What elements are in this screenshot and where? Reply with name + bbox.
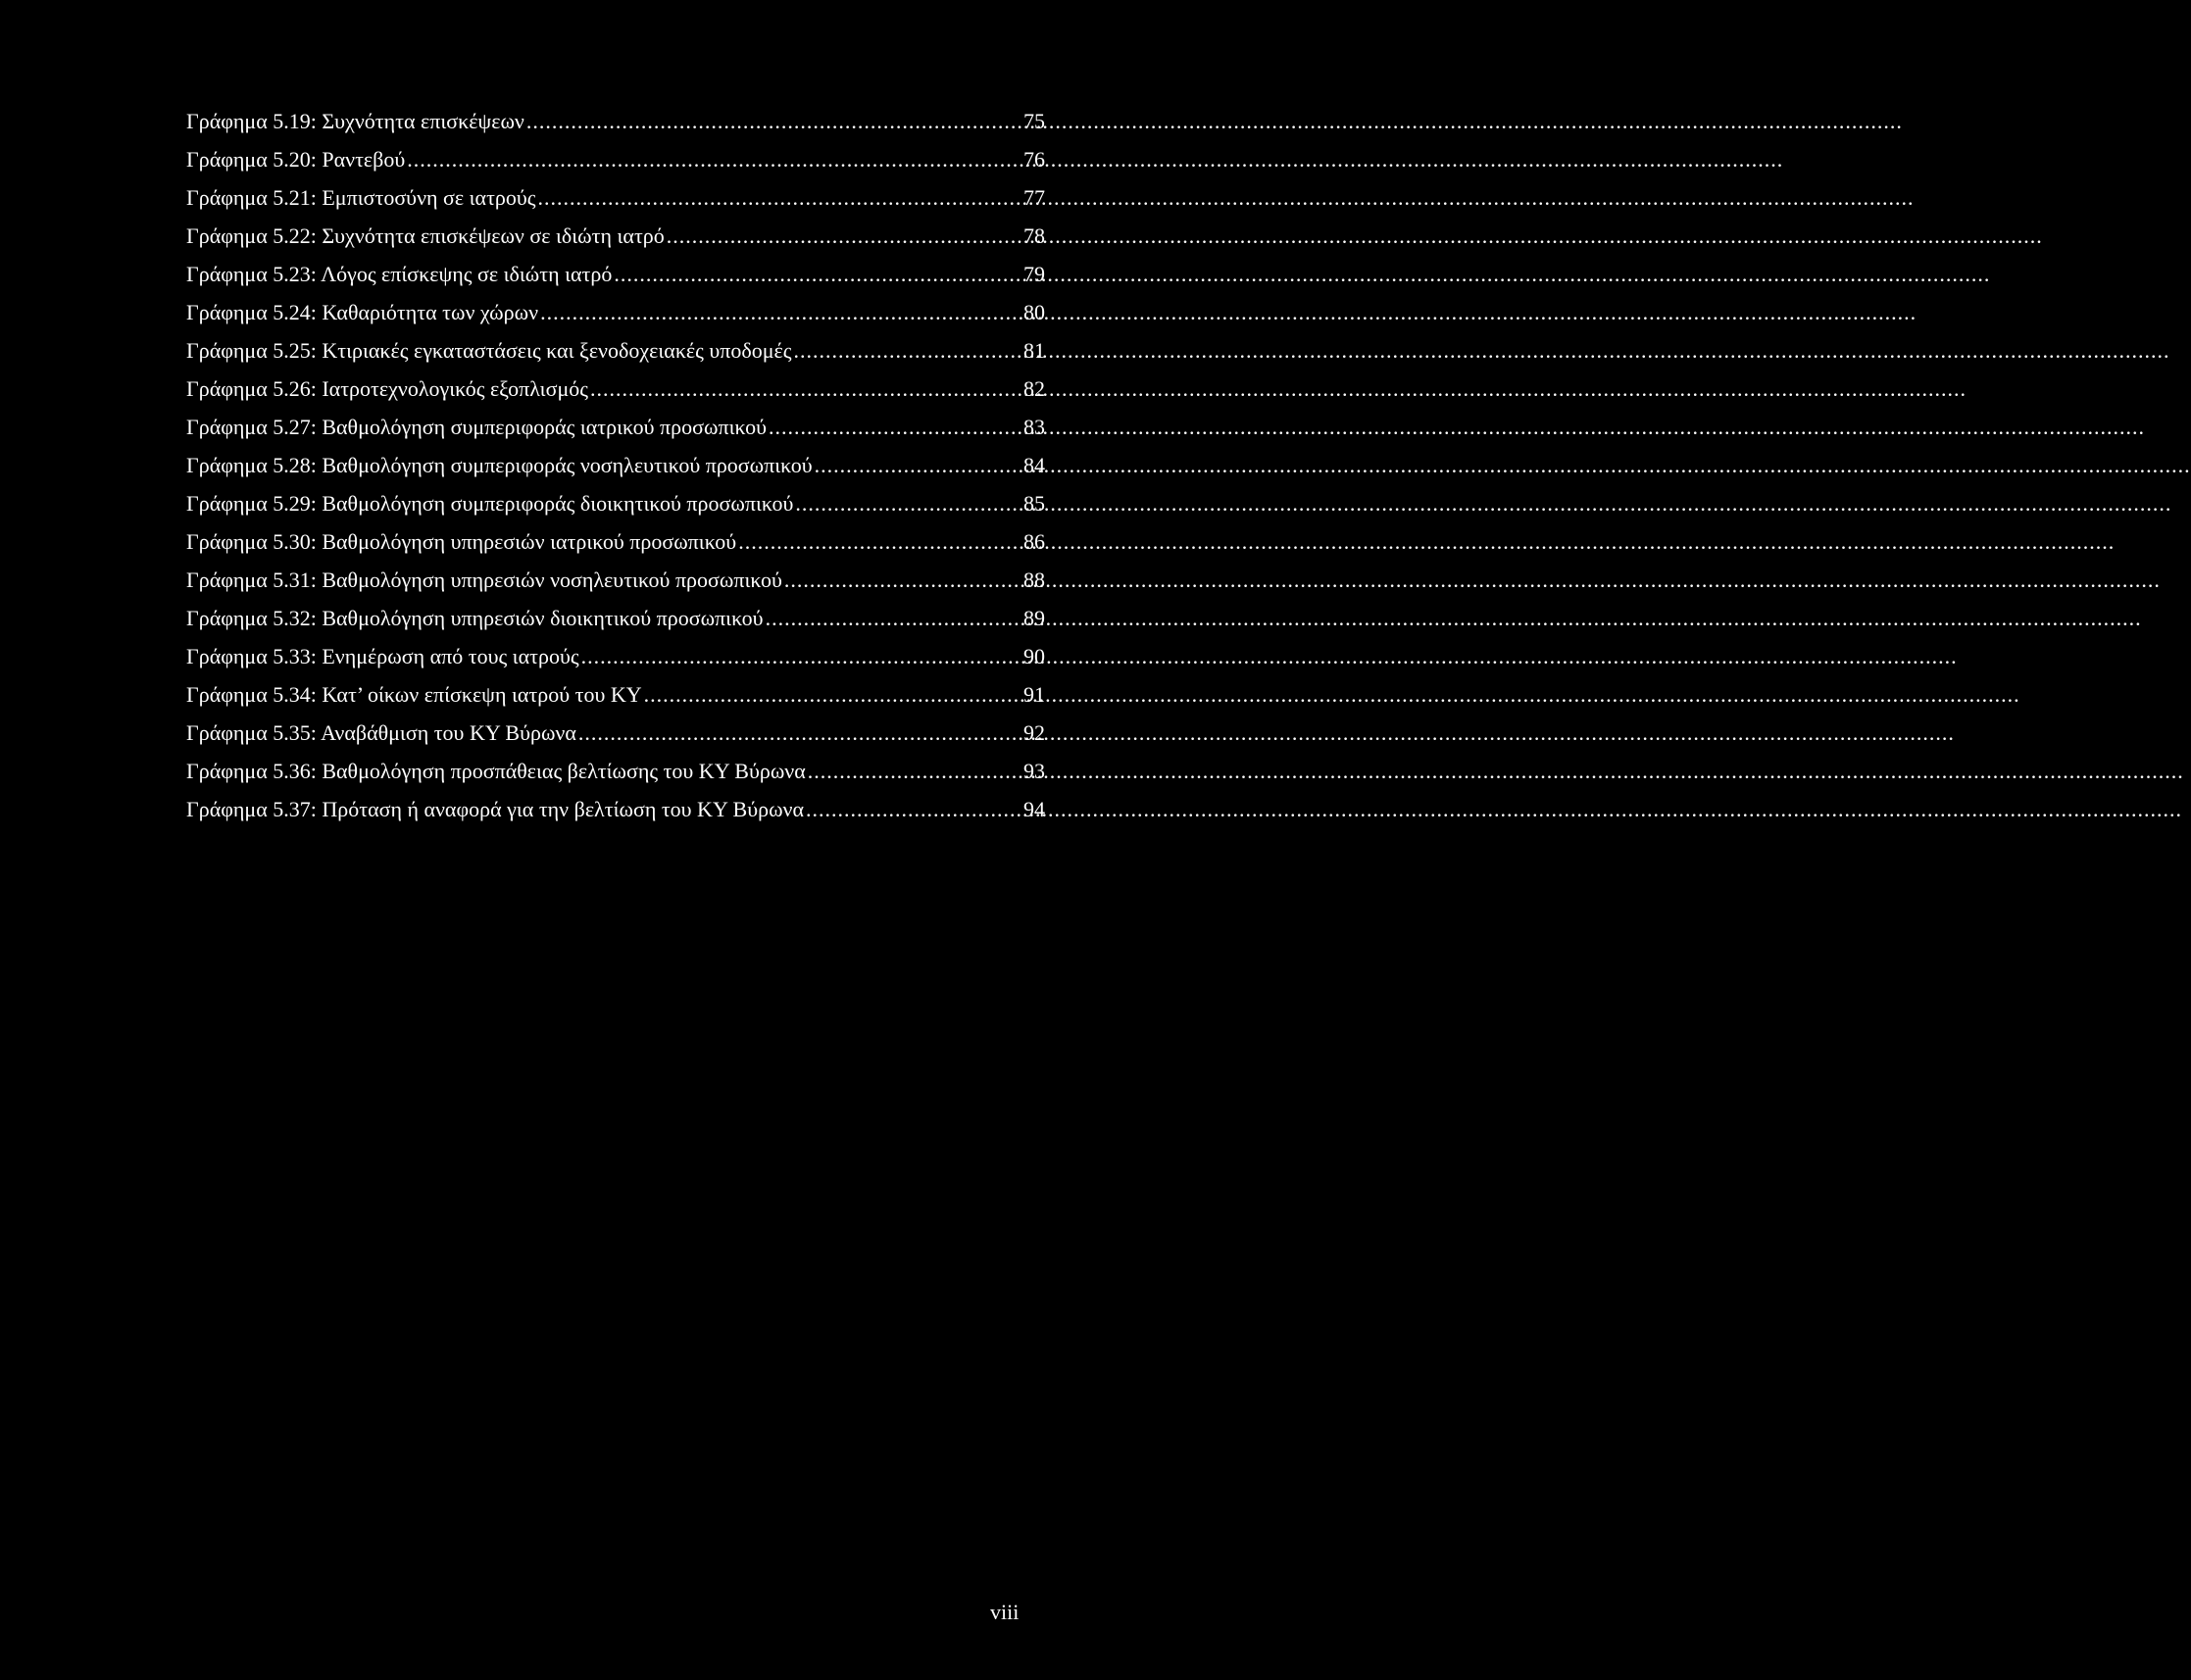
toc-entry-page: 80 — [1023, 300, 1045, 324]
toc-entry[interactable] — [186, 675, 1045, 714]
dot-leader — [815, 446, 1021, 484]
toc-entry[interactable] — [186, 293, 1045, 331]
dot-leader — [793, 331, 1021, 370]
toc-entry-page: 93 — [1023, 759, 1045, 783]
toc-entry[interactable] — [186, 561, 1045, 599]
toc-entry-label: Γράφημα 5.36: Βαθμολόγηση προσπάθειας βελτίωσης του ΚΥ Βύρωνα — [186, 759, 806, 783]
dot-leader — [766, 599, 1021, 637]
toc-entry-label: Γράφημα 5.19: Συχνότητα επισκέψεων — [186, 109, 524, 133]
dot-leader — [526, 102, 1021, 140]
dot-leader — [407, 140, 1021, 178]
toc-entry[interactable] — [186, 178, 1045, 217]
toc-entry-page: 83 — [1023, 415, 1045, 439]
toc-entry-label: Γράφημα 5.37: Πρόταση ή αναφορά για την βελτίωση του ΚΥ Βύρωνα — [186, 797, 805, 821]
toc-entry-page: 86 — [1023, 529, 1045, 554]
toc-entry-page: 88 — [1023, 568, 1045, 592]
toc-entry[interactable] — [186, 102, 1045, 140]
dot-leader — [540, 293, 1021, 331]
toc-entry-page: 81 — [1023, 338, 1045, 363]
dot-leader — [538, 178, 1022, 217]
page-number: viii — [990, 1600, 1020, 1624]
toc-entry[interactable] — [186, 484, 1045, 522]
toc-entry-page: 90 — [1023, 644, 1045, 668]
toc-entry-label: Γράφημα 5.24: Καθαριότητα των χώρων — [186, 300, 539, 324]
toc-entry-label: Γράφημα 5.35: Αναβάθμιση του ΚΥ Βύρωνα — [186, 720, 576, 745]
toc-entry[interactable] — [186, 522, 1045, 561]
toc-entry-page: 82 — [1023, 376, 1045, 401]
dot-leader — [644, 675, 1021, 714]
toc-entry-label: Γράφημα 5.33: Ενημέρωση από τους ιατρούς — [186, 644, 579, 668]
dot-leader — [808, 752, 1021, 790]
toc-entry-label: Γράφημα 5.21: Εμπιστοσύνη σε ιατρούς — [186, 185, 536, 210]
toc-entry-label: Γράφημα 5.34: Κατ’ οίκων επίσκεψη ιατρού του ΚΥ — [186, 682, 642, 707]
toc-entry-page: 77 — [1023, 185, 1045, 210]
toc-entry-page: 75 — [1023, 109, 1045, 133]
dot-leader — [578, 714, 1021, 752]
toc-entry[interactable] — [186, 714, 1045, 752]
toc-entry-page: 91 — [1023, 682, 1045, 707]
toc-entry[interactable] — [186, 408, 1045, 446]
toc-entry[interactable] — [186, 217, 1045, 255]
dot-leader — [795, 484, 1021, 522]
toc-entry-page: 84 — [1023, 453, 1045, 477]
toc-entry[interactable] — [186, 637, 1045, 675]
toc-entry-label: Γράφημα 5.31: Βαθμολόγηση υπηρεσιών νοσηλευτικού προσωπικού — [186, 568, 782, 592]
toc-entry-page: 78 — [1023, 223, 1045, 248]
toc-entry[interactable] — [186, 331, 1045, 370]
toc-entry[interactable] — [186, 255, 1045, 293]
toc-entry-label: Γράφημα 5.28: Βαθμολόγηση συμπεριφοράς νοσηλευτικού προσωπικού — [186, 453, 813, 477]
dot-leader — [806, 790, 1021, 828]
toc-entry-page: 76 — [1023, 147, 1045, 172]
dot-leader — [614, 255, 1021, 293]
toc-entry-label: Γράφημα 5.27: Βαθμολόγηση συμπεριφοράς ιατρικού προσωπικού — [186, 415, 767, 439]
toc-entry-page: 79 — [1023, 262, 1045, 286]
toc-entry-label: Γράφημα 5.25: Κτιριακές εγκαταστάσεις και ξενοδοχειακές υποδομές — [186, 338, 792, 363]
toc-entry-label: Γράφημα 5.23: Λόγος επίσκεψης σε ιδιώτη ιατρό — [186, 262, 613, 286]
dot-leader — [769, 408, 1021, 446]
dot-leader — [581, 637, 1021, 675]
toc-entry-label: Γράφημα 5.20: Ραντεβού — [186, 147, 406, 172]
dot-leader — [667, 217, 1021, 255]
toc-entry-page: 89 — [1023, 606, 1045, 630]
toc-entry[interactable] — [186, 790, 1045, 828]
toc-entry-label: Γράφημα 5.22: Συχνότητα επισκέψεων σε ιδιώτη ιατρό — [186, 223, 665, 248]
toc-entry-page: 92 — [1023, 720, 1045, 745]
dot-leader — [738, 522, 1021, 561]
toc-entry[interactable] — [186, 140, 1045, 178]
toc-entry[interactable] — [186, 752, 1045, 790]
toc-entry[interactable] — [186, 370, 1045, 408]
toc-entry-page: 85 — [1023, 491, 1045, 516]
list-of-figures — [186, 102, 1045, 828]
toc-entry-page: 94 — [1023, 797, 1045, 821]
dot-leader — [590, 370, 1021, 408]
dot-leader — [784, 561, 1021, 599]
toc-entry[interactable] — [186, 446, 1045, 484]
toc-entry-label: Γράφημα 5.26: Ιατροτεχνολογικός εξοπλισμός — [186, 376, 588, 401]
toc-entry-label: Γράφημα 5.29: Βαθμολόγηση συμπεριφοράς διοικητικού προσωπικού — [186, 491, 794, 516]
toc-entry-label: Γράφημα 5.32: Βαθμολόγηση υπηρεσιών διοικητικού προσωπικού — [186, 606, 764, 630]
toc-entry[interactable] — [186, 599, 1045, 637]
toc-entry-label: Γράφημα 5.30: Βαθμολόγηση υπηρεσιών ιατρικού προσωπικού — [186, 529, 737, 554]
